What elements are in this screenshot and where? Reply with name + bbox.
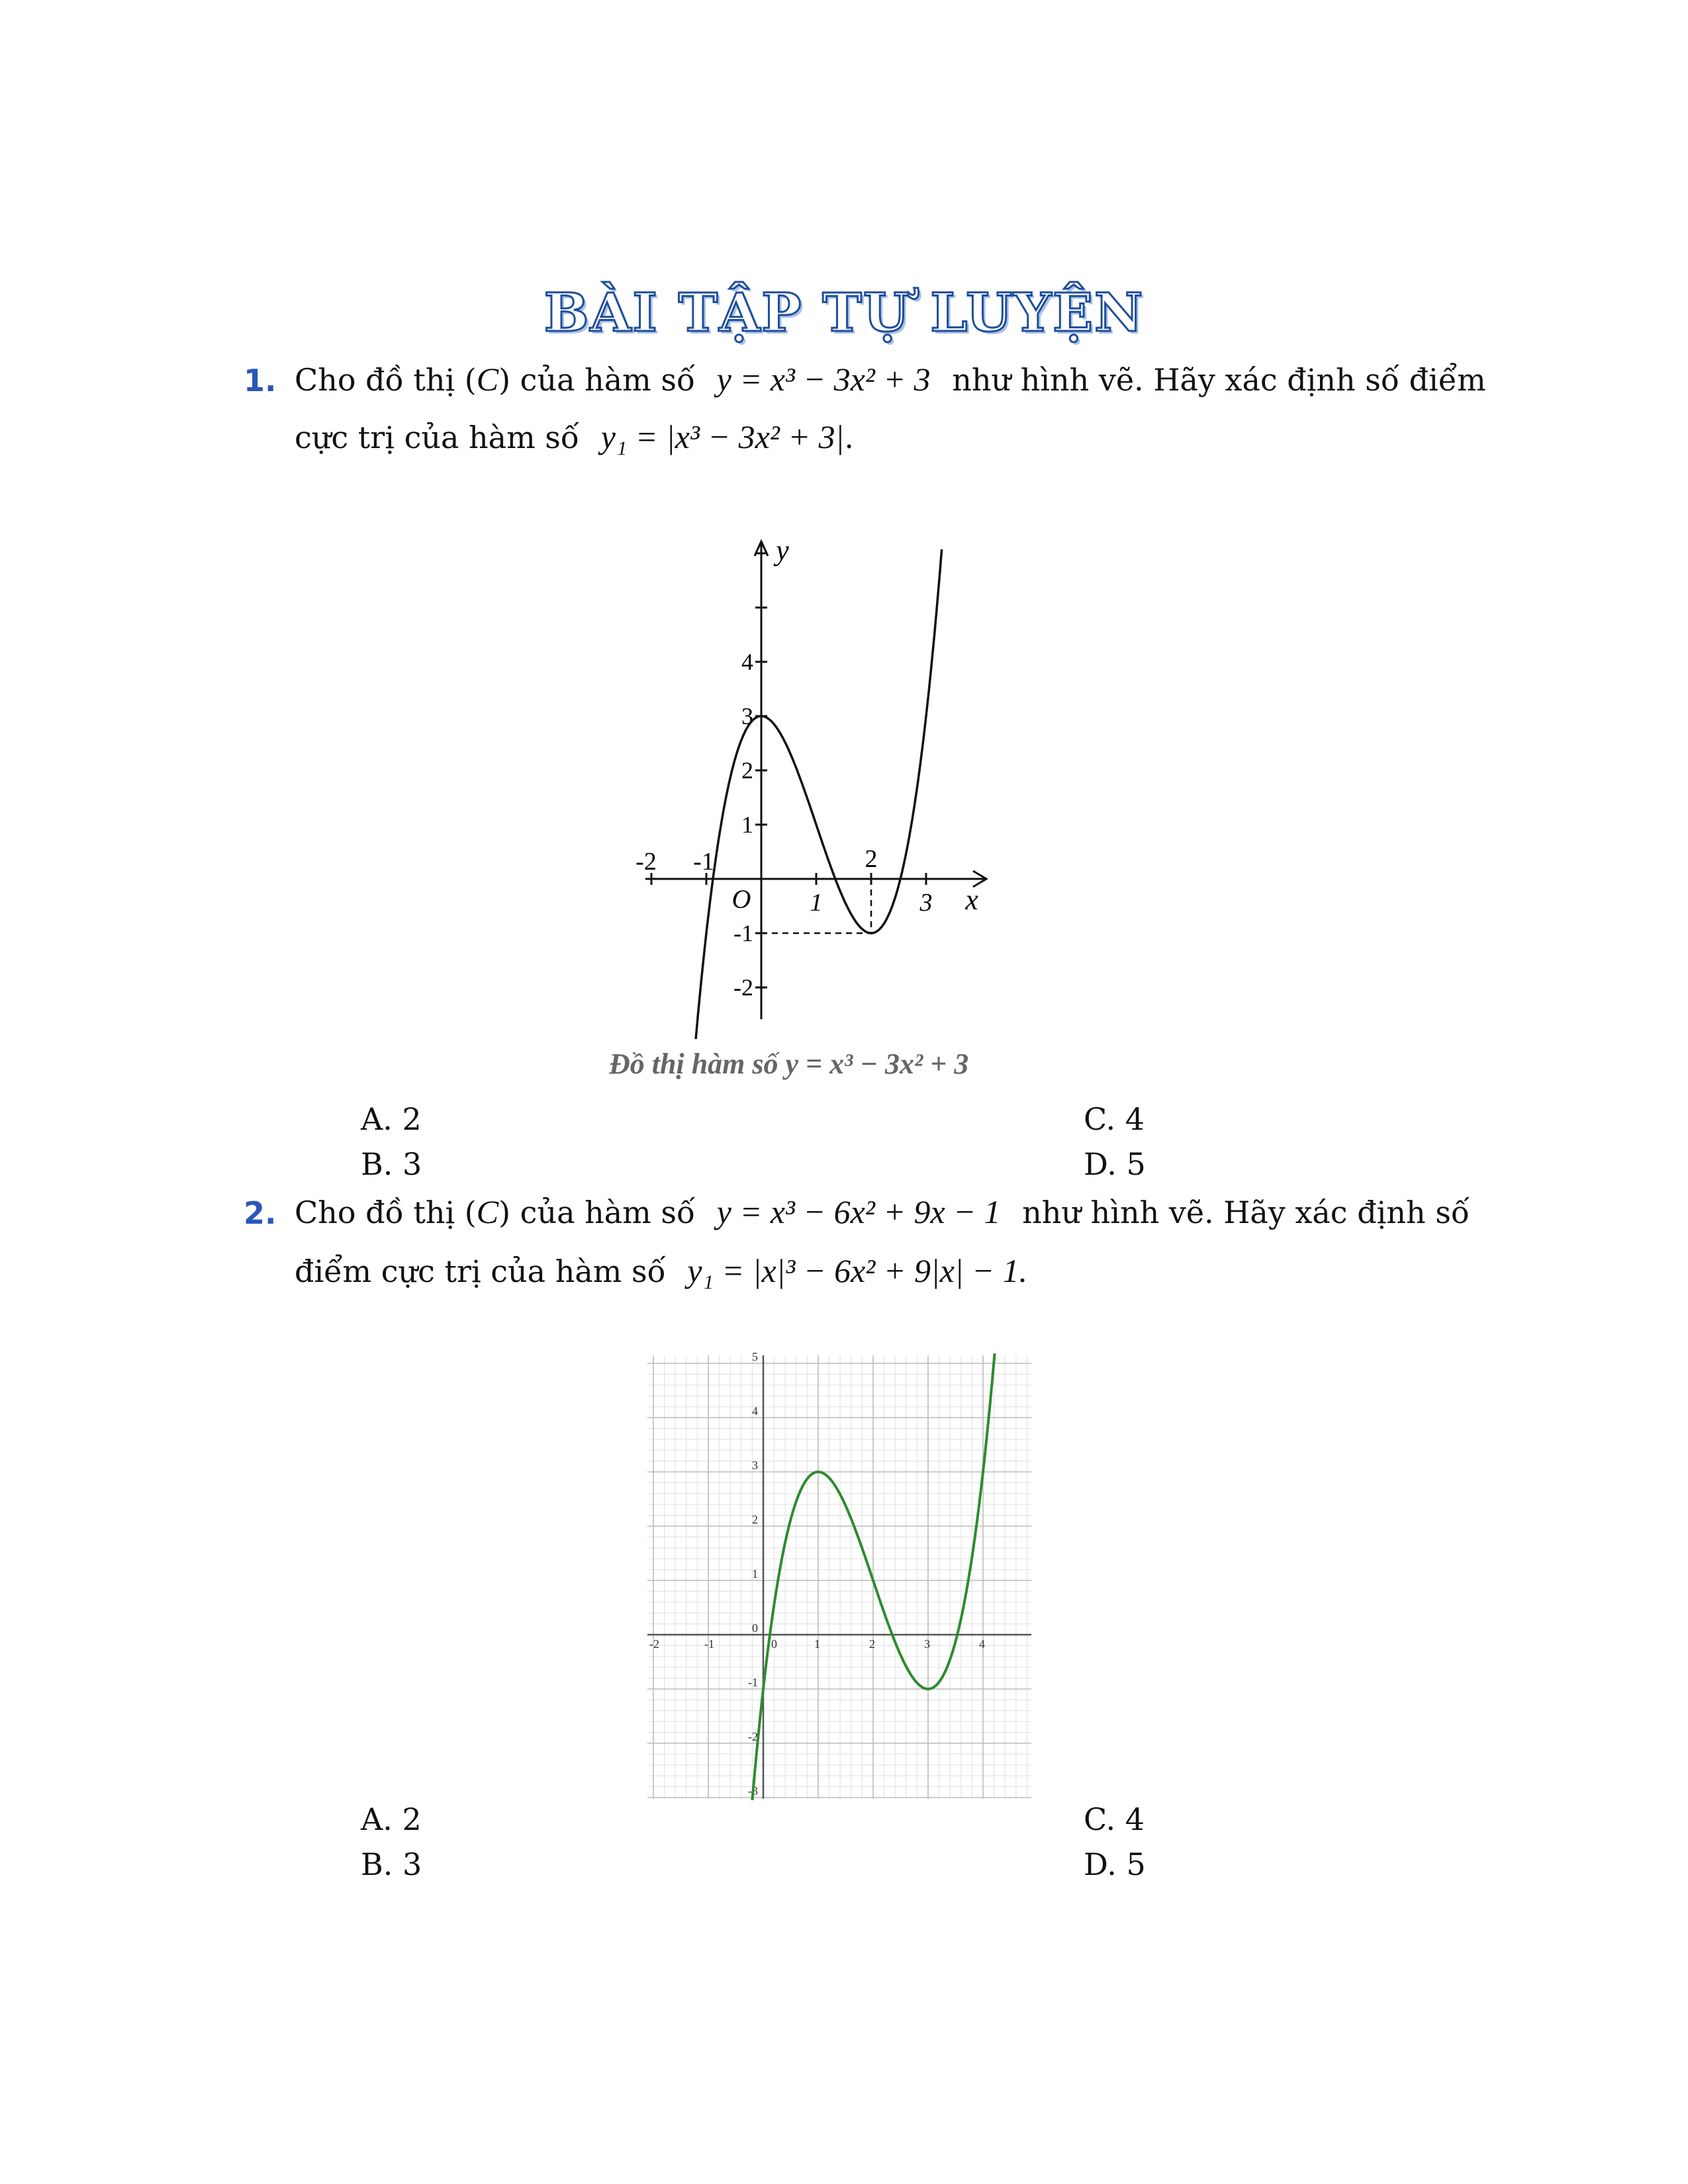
x-tick-label: -2: [649, 1637, 659, 1651]
question-2-line-2: điểm cực trị của hàm số y₁ = |x|³ − 6x² + 9|x| − 1.: [295, 1252, 1027, 1289]
x-tick-label: 2: [865, 845, 878, 873]
y-tick-label: 2: [752, 1513, 758, 1526]
question-1-line-2: cực trị của hàm số y₁ = |x³ − 3x² + 3|.: [295, 418, 854, 455]
x-axis-arrow: [973, 871, 986, 887]
y-axis-arrow: [755, 541, 768, 556]
y-tick-label: 3: [752, 1459, 758, 1472]
question-1-line-1: Cho đồ thị (C) của hàm số y = x³ − 3x² + 3 như hình vẽ. Hãy xác định số điểm: [295, 361, 1486, 398]
x-tick-label: 4: [979, 1637, 985, 1651]
function-curve: [749, 1329, 996, 1833]
option-1-c[interactable]: C. 4: [1084, 1101, 1145, 1137]
y-tick-label: 2: [741, 757, 753, 784]
x-tick-label: 0: [771, 1637, 777, 1651]
function-formula: y = x³ − 6x² + 9x − 1: [716, 1193, 1001, 1230]
x-tick-label: -1: [704, 1637, 714, 1651]
chart-1-caption: Đồ thị hàm số y = x³ − 3x² + 3: [609, 1048, 969, 1080]
y-tick-label: -2: [748, 1730, 758, 1743]
abs-function-formula: y₁ = |x|³ − 6x² + 9|x| − 1.: [687, 1252, 1027, 1289]
y-tick-label: 1: [752, 1567, 758, 1580]
x-tick-label: 3: [924, 1637, 930, 1651]
x-tick-label: 1: [810, 889, 823, 917]
y-tick-label: -3: [748, 1784, 758, 1797]
y-tick-label: -1: [748, 1676, 758, 1689]
question-number: 1.: [244, 363, 277, 398]
origin-label: O: [731, 884, 751, 914]
option-1-a[interactable]: A. 2: [361, 1101, 422, 1137]
x-tick-label: 3: [919, 889, 933, 917]
question-2-line-1: Cho đồ thị (C) của hàm số y = x³ − 6x² + 9x − 1 như hình vẽ. Hãy xác định số: [295, 1193, 1470, 1230]
y-tick-label: -1: [733, 920, 753, 946]
x-tick-label: 1: [814, 1637, 820, 1651]
y-tick-label: 4: [752, 1404, 758, 1418]
x-tick-label: -1: [693, 848, 714, 876]
y-tick-label: 3: [741, 703, 753, 729]
question-number: 2.: [244, 1195, 277, 1231]
option-2-a[interactable]: A. 2: [361, 1801, 422, 1837]
option-1-d[interactable]: D. 5: [1084, 1146, 1146, 1182]
abs-function-formula: y₁ = |x³ − 3x² + 3|: [600, 418, 845, 455]
option-2-b[interactable]: B. 3: [361, 1846, 422, 1882]
x-axis-label: x: [965, 884, 978, 916]
y-tick-label: -2: [733, 974, 753, 1001]
y-tick-label: 5: [752, 1350, 758, 1363]
y-tick-label: 4: [741, 649, 753, 675]
y-tick-label: 0: [752, 1621, 758, 1635]
y-tick-label: 1: [741, 811, 753, 838]
y-axis-label: y: [776, 534, 789, 567]
x-tick-label: 2: [869, 1637, 875, 1651]
x-tick-label: -2: [635, 848, 657, 876]
function-formula: y = x³ − 3x² + 3: [716, 361, 931, 398]
page-title: BÀI TẬP TỰ LUYỆN: [543, 281, 1145, 343]
option-2-d[interactable]: D. 5: [1084, 1846, 1146, 1882]
option-1-b[interactable]: B. 3: [361, 1146, 422, 1182]
option-2-c[interactable]: C. 4: [1084, 1801, 1145, 1837]
